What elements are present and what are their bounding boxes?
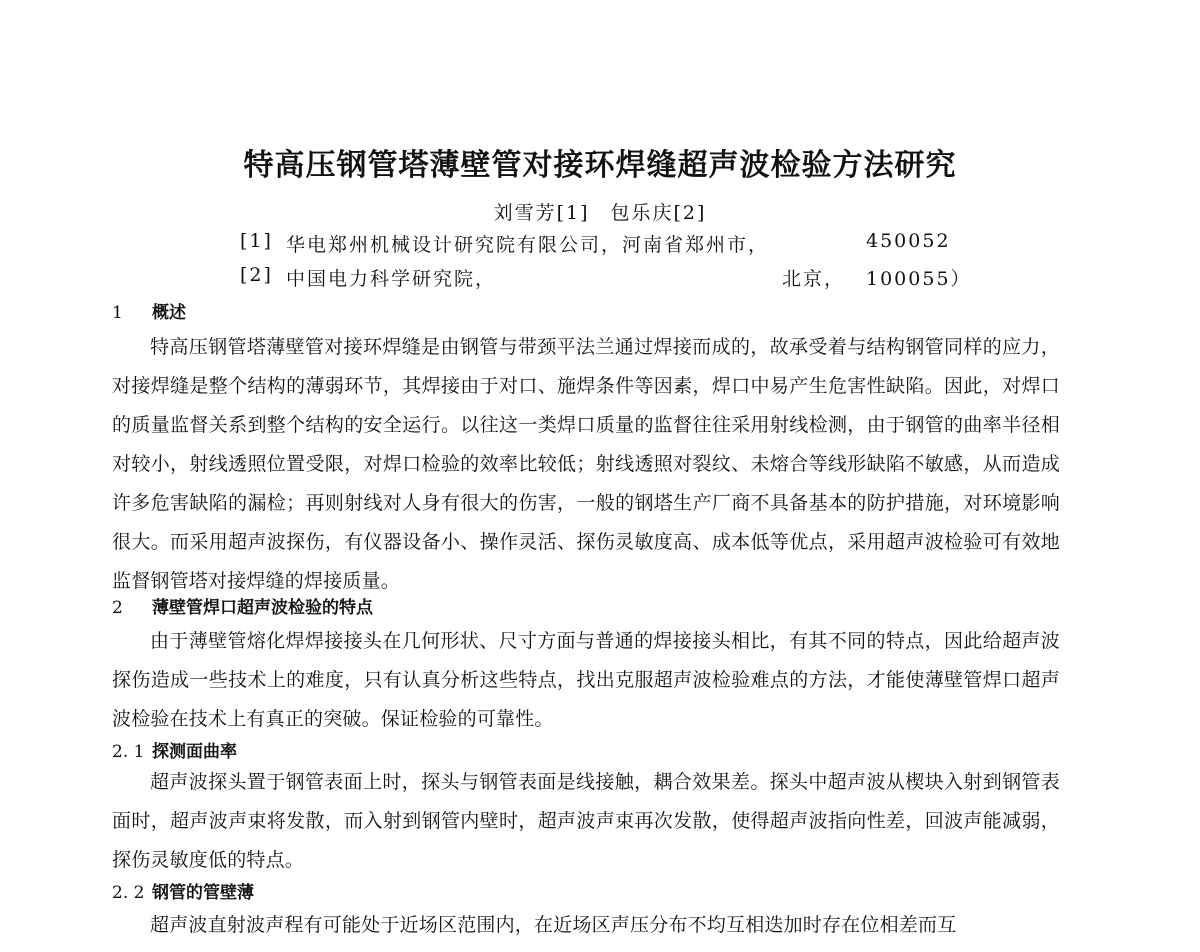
- section-heading: [112, 737, 237, 762]
- affiliation-tag: [2]: [240, 264, 273, 286]
- affiliation-postcode: 100055）: [866, 268, 972, 290]
- section-number: 1: [112, 303, 123, 323]
- section-title: 钢管的管壁薄: [152, 883, 254, 903]
- section-number: 2: [112, 598, 123, 618]
- section-number: 2. 2: [112, 883, 145, 903]
- section-paragraph: 超声波直射波声程有可能处于近场区范围内，在近场区声压分布不均互相迭加时存在位相差而互: [150, 914, 957, 936]
- author-list: 刘雪芳[1] 包乐庆[2]: [493, 202, 707, 224]
- affiliation-location: 北京，: [782, 268, 846, 290]
- section-paragraph: 由于薄壁管熔化焊焊接接头在几何形状、尺寸方面与普通的焊接接头相比，有其不同的特点，因此给超声波探伤造成一些技术上的难度，只有认真分析这些特点，找出克服超声波检验难点的方法，才能使薄壁管焊口超声波检验在技术上有真正的突破。保证检验的可靠性。: [112, 630, 1060, 730]
- section-paragraph: 特高压钢管塔薄壁管对接环焊缝是由钢管与带颈平法兰通过焊接而成的，故承受着与结构钢管同样的应力，对接焊缝是整个结构的薄弱环节，其焊接由于对口、施焊条件等因素，焊口中易产生危害性缺陷。因此，对焊口的质量监督关系到整个结构的安全运行。以往这一类焊口质量的监督往往采用射线检测，由于钢管的曲率半径相对较小，射线透照位置受限，对焊口检验的效率比较低；射线透照对裂纹、未熔合等线形缺陷不敏感，从而造成许多危害缺陷的漏检；再则射线对人身有很大的伤害，一般的钢塔生产厂商不具备基本的防护措施，对环境影响很大。而采用超声波探伤，有仪器设备小、操作灵活、探伤灵敏度高、成本低等优点，采用超声波检验可有效地监督钢管塔对接焊缝的焊接质量。: [112, 336, 1060, 592]
- affiliation-org: 中国电力科学研究院，: [286, 268, 497, 290]
- affiliation-postcode: 450052: [866, 230, 951, 252]
- affiliation-tag: [1]: [240, 230, 273, 252]
- section-title: 概述: [152, 303, 186, 323]
- section-heading: [112, 298, 186, 323]
- section-heading: [112, 593, 373, 618]
- section-paragraph: 超声波探头置于钢管表面上时，探头与钢管表面是线接触，耦合效果差。探头中超声波从楔块入射到钢管表面时，超声波声束将发散，而入射到钢管内壁时，超声波声束再次发散，使得超声波指向性差，回波声能减弱，探伤灵敏度低的特点。: [112, 771, 1060, 871]
- section-title: 探测面曲率: [152, 742, 237, 762]
- section-number: 2. 1: [112, 742, 145, 762]
- section-title: 薄壁管焊口超声波检验的特点: [152, 598, 373, 618]
- affiliation-org: 华电郑州机械设计研究院有限公司，河南省郑州市，: [286, 234, 770, 256]
- section-heading: [112, 878, 254, 903]
- paper-title: 特高压钢管塔薄壁管对接环焊缝超声波检验方法研究: [243, 148, 957, 183]
